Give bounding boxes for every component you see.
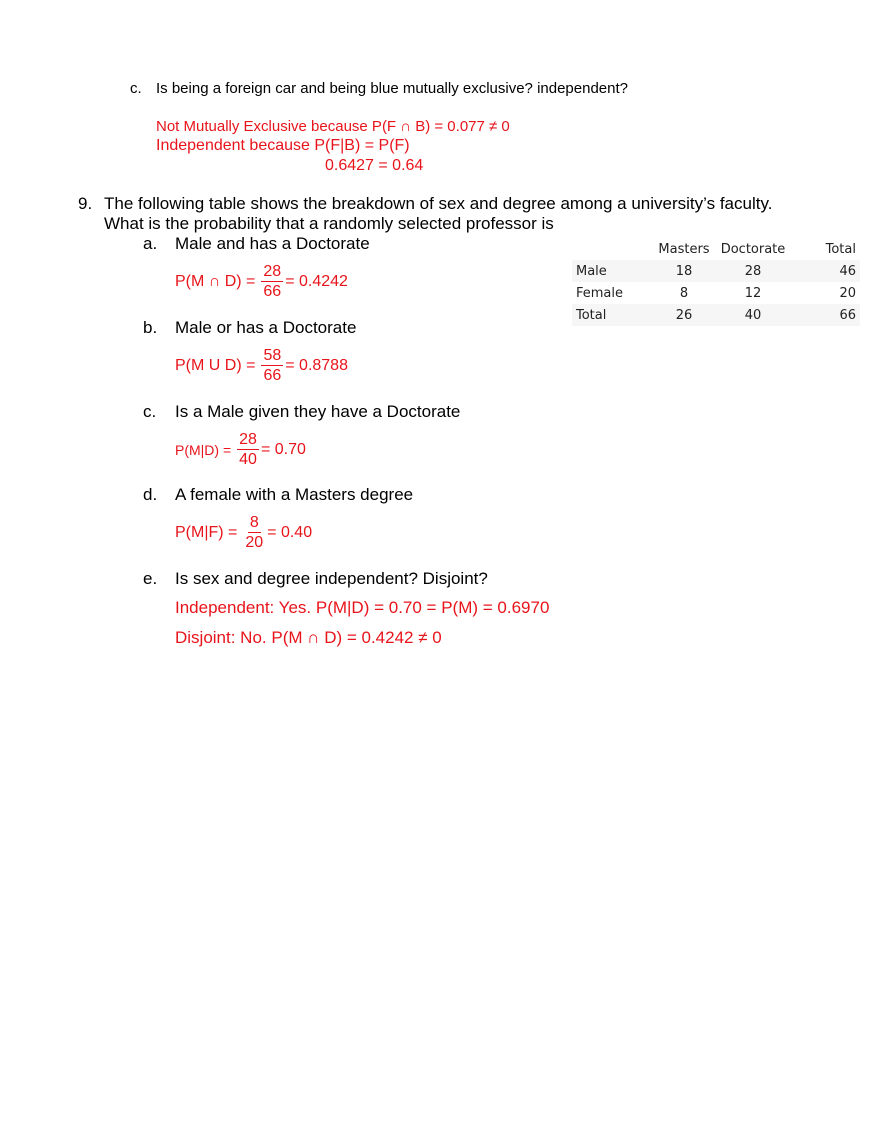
part-b-rhs: = 0.8788 [285,357,348,374]
table-row [572,260,860,282]
part-d-fraction [243,515,265,551]
problem-9-line-1: The following table shows the breakdown of sex and degree among a university’s faculty. [104,194,773,213]
part-c-numerator: 28 [239,431,257,448]
part-c-question: Is a Male given they have a Doctorate [175,402,461,421]
part-c-fraction [237,432,259,468]
part-d-question: A female with a Masters degree [175,485,414,504]
part-b-fraction [261,348,283,384]
part-a-numerator: 28 [263,263,282,280]
table-row [572,282,860,304]
prev-part-c-answer-3: 0.6427 = 0.64 [325,157,424,174]
part-e-question: Is sex and degree independent? Disjoint? [175,569,488,588]
cell-total: 20 [839,285,856,301]
cell-doctorate: 40 [744,307,762,323]
part-a-lhs: P(M ∩ D) = [175,273,256,290]
row-label: Male [576,263,607,279]
part-b-answer [175,348,348,384]
part-b-numerator: 58 [263,347,282,364]
part-d-answer [175,515,312,551]
cell-doctorate: 12 [744,285,762,301]
table-row [572,304,860,326]
cell-total: 46 [839,263,856,279]
part-b-marker: b. [143,318,158,337]
cell-doctorate: 28 [744,263,762,279]
cell-masters: 18 [675,263,693,279]
prev-part-c-question: Is being a foreign car and being blue mutually exclusive? independent? [156,80,628,97]
cell-total: 66 [839,307,856,323]
part-a-fraction [261,264,283,300]
cell-masters: 26 [675,307,693,323]
part-d-lhs: P(M|F) = [175,524,238,541]
part-d-numerator: 8 [249,514,259,531]
part-e-answer-disjoint: Disjoint: No. P(M ∩ D) = 0.4242 ≠ 0 [175,628,442,647]
problem-9-line-2: What is the probability that a randomly selected professor is [104,214,554,233]
table-header-blank [572,238,654,260]
prev-part-c-answer-2: Independent because P(F|B) = P(F) [156,137,410,154]
part-d-rhs: = 0.40 [267,524,313,541]
row-label: Total [576,307,607,323]
part-c-answer [175,432,306,468]
part-a-marker: a. [143,234,158,253]
part-c-lhs: P(M|D) = [175,442,232,458]
prev-part-c-answer-1: Not Mutually Exclusive because P(F ∩ B) = 0.077 ≠ 0 [156,118,510,135]
part-d-marker: d. [143,485,158,504]
table-header-row [572,238,860,260]
part-e-marker: e. [143,569,158,588]
cell-masters: 8 [679,285,689,301]
part-a-question: Male and has a Doctorate [175,234,370,253]
part-c-denominator: 40 [239,451,257,468]
prev-part-c-marker: c. [130,80,142,97]
problem-9-number: 9. [78,194,93,213]
part-a-denominator: 66 [263,283,282,300]
table-header-doctorate: Doctorate [720,241,786,257]
part-d-denominator: 20 [245,534,264,551]
part-a-answer [175,264,348,300]
table-header-total: Total [825,241,856,257]
part-c-marker: c. [143,402,157,421]
table-header-masters: Masters [658,241,710,257]
part-b-lhs: P(M U D) = [175,357,256,374]
part-b-question: Male or has a Doctorate [175,318,357,337]
part-c-rhs: = 0.70 [260,441,306,458]
part-a-rhs: = 0.4242 [285,273,348,290]
part-e-answer-independent: Independent: Yes. P(M|D) = 0.70 = P(M) = 0.6970 [175,598,550,617]
degree-sex-table [572,238,860,326]
row-label: Female [576,285,624,301]
part-b-denominator: 66 [263,367,282,384]
